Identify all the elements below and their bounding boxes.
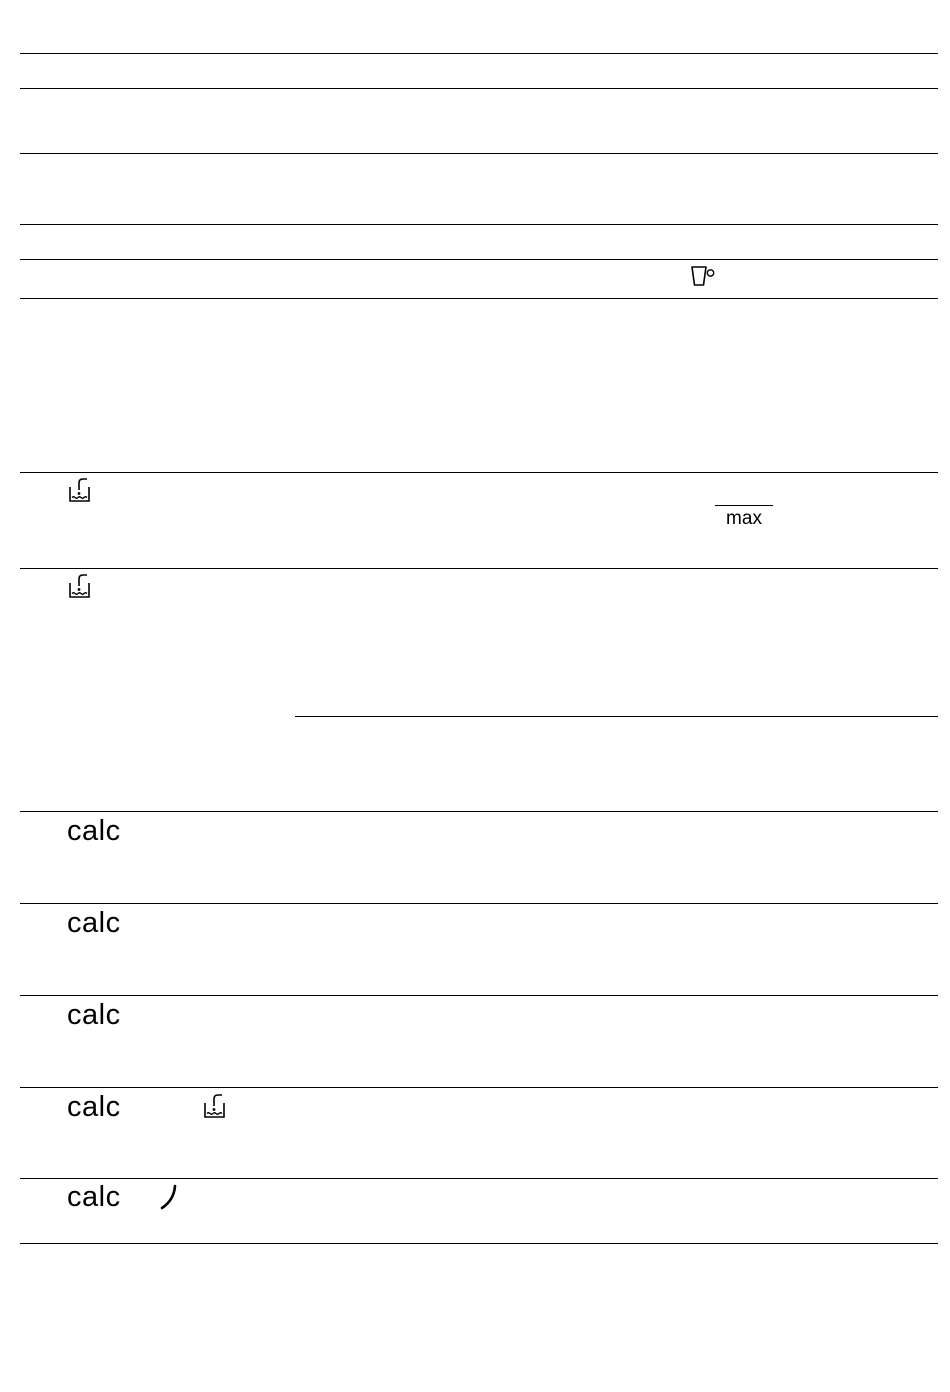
table-rule — [20, 153, 938, 154]
table-rule — [295, 716, 938, 717]
water-tank-icon — [68, 573, 92, 599]
calc-label: calc — [67, 815, 121, 847]
table-rule — [20, 1243, 938, 1244]
table-rule — [20, 811, 938, 812]
max-indicator — [715, 505, 775, 528]
max-label: max — [726, 508, 762, 529]
table-rule — [20, 298, 938, 299]
calc-label: calc — [67, 1091, 121, 1123]
table-rule — [20, 472, 938, 473]
table-rule — [20, 903, 938, 904]
table-rule — [20, 88, 938, 89]
table-rule — [20, 53, 938, 54]
table-rule — [20, 568, 938, 569]
calc-label: calc — [67, 907, 121, 939]
cup-icon — [690, 265, 718, 289]
table-rule — [20, 224, 938, 225]
calc-label: calc — [67, 1181, 121, 1213]
water-tank-icon — [203, 1093, 227, 1119]
milk-tube-icon — [158, 1184, 180, 1212]
water-tank-icon — [68, 477, 92, 503]
table-rule — [20, 1178, 938, 1179]
calc-label: calc — [67, 999, 121, 1031]
table-rule — [20, 1087, 938, 1088]
max-bar — [715, 505, 773, 506]
table-rule — [20, 259, 938, 260]
table-rule — [20, 995, 938, 996]
